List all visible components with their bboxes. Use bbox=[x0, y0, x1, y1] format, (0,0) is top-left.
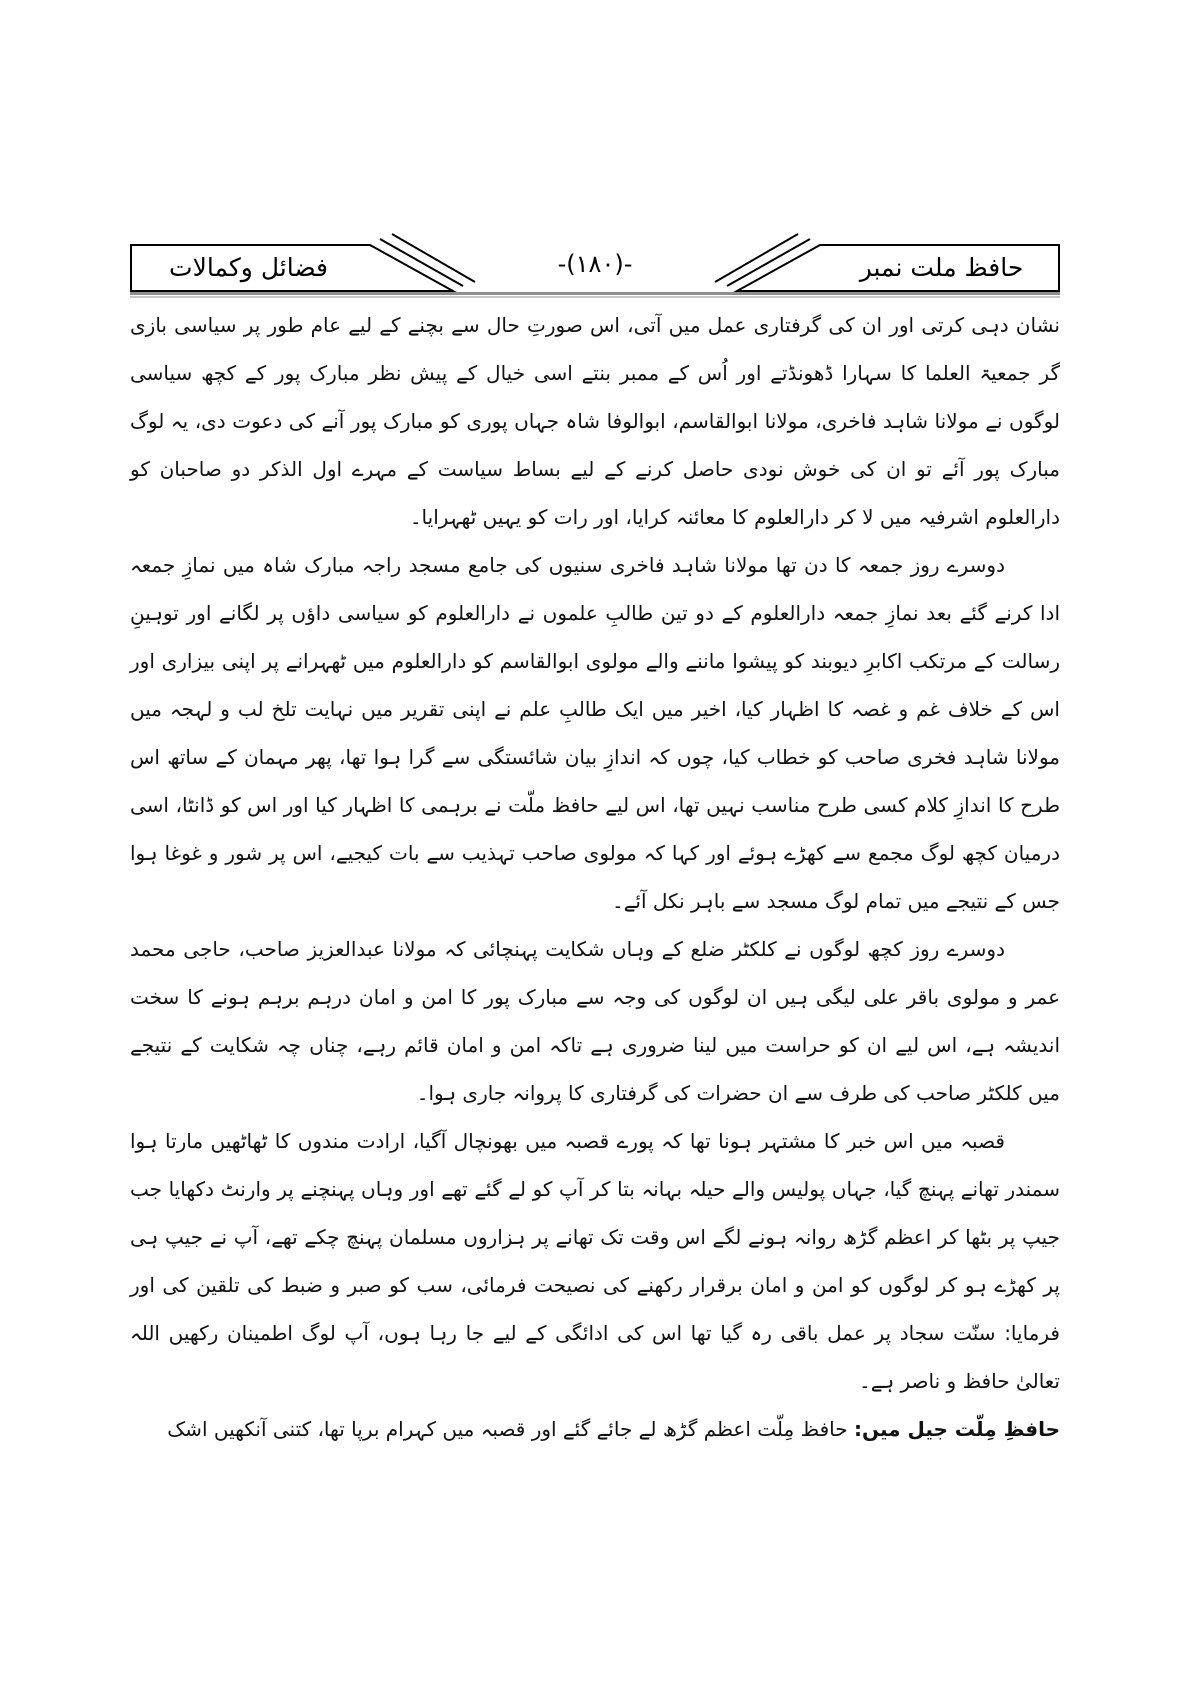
body-text bbox=[130, 301, 1060, 1453]
header-rule-light-line bbox=[130, 296, 1060, 298]
paragraph-5-text: حافظ مِلّت اعظم گڑھ لے جائے گئے اور قصبہ میں کہرام برپا تھا، کتنی آنکھیں اشک bbox=[167, 1417, 848, 1441]
page-number: -(۱۸۰)- bbox=[557, 250, 633, 278]
paragraph-3: دوسرے روز کچھ لوگوں نے کلکٹر ضلع کے وہاں شکایت پہنچائی کہ مولانا عبدالعزیز صاحب، حاجی محمد عمر و مولوی باقر علی لیگی ہیں ان لوگوں کی وجہ سے مبارک پور کا امن و امان درہم برہم ہونے کا سخت اندیشہ ہے، اس لیے ان کو حراست میں لینا ضروری ہے تاکہ امن و امان قائم رہے، چناں چہ شکایت کے نتیجے میں کلکٹر صاحب کی طرف سے ان حضرات کی گرفتاری کا پروانہ جاری ہوا۔ bbox=[130, 937, 1060, 1105]
header-tab-left-label: فضائل وکمالات bbox=[169, 253, 328, 282]
section-heading: حافظِ مِلّت جیل میں: bbox=[853, 1417, 1060, 1441]
paragraph-1: نشان دہی کرتی اور ان کی گرفتاری عمل میں آتی، اس صورتِ حال سے بچنے کے لیے عام طور پر سیاسی بازی گر جمعیۃ العلما کا سہارا ڈھونڈتے اور اُس کے ممبر بنتے اسی خیال کے پیش نظر مبارک پور کے کچھ سیاسی لوگوں نے مولانا شاہد فاخری، مولانا ابوالقاسم، ابوالوفا شاہ جہاں پوری کو مبارک پور آنے کی دعوت دی، یہ لوگ مبارک پور آئے تو ان کی خوش نودی حاصل کرنے کے لیے بساط سیاست کے مہرے اول الذکر دو صاحبان کو دارالعلوم اشرفیہ میں لا کر دارالعلوم کا معائنہ کرایا، اور رات کو یہیں ٹھہرایا۔ bbox=[130, 313, 1060, 529]
paragraph-4: قصبہ میں اس خبر کا مشتہر ہونا تھا کہ پورے قصبہ میں بھونچال آگیا، ارادت مندوں کا ٹھاٹھیں مارتا ہوا سمندر تھانے پہنچ گیا، جہاں پولیس والے حیلہ بہانہ بتا کر آپ کو لے گئے تھے اور وہاں پہنچنے پر وارنٹ دکھایا جب جیپ پر بٹھا کر اعظم گڑھ روانہ ہونے لگے اس وقت تک تھانے پر ہزاروں مسلمان پہنچ چکے تھے، آپ نے جیپ ہی پر کھڑے ہو کر لوگوں کو امن و امان برقرار رکھنے کی نصیحت فرمائی، سب کو صبر و ضبط کی تلقین کی اور فرمایا: سنّت سجاد پر عمل باقی رہ گیا تھا اس کی ادائگی کے لیے جا رہا ہوں، آپ لوگ اطمینان رکھیں اللہ تعالیٰ حافظ و ناصر ہے۔ bbox=[130, 1129, 1060, 1393]
header-rule bbox=[130, 292, 1060, 298]
paragraph-2: دوسرے روز جمعہ کا دن تھا مولانا شاہد فاخری سنیوں کی جامع مسجد راجہ مبارک شاہ میں نمازِ جمعہ ادا کرنے گئے بعد نمازِ جمعہ دارالعلوم کے دو تین طالبِ علموں نے دارالعلوم کو سیاسی داؤں پر لگانے اور توہینِ رسالت کے مرتکب اکابرِ دیوبند کو پیشوا ماننے والے مولوی ابوالقاسم کو دارالعلوم میں ٹھہرانے پر اپنی بیزاری اور اس کے خلاف غم و غصہ کا اظہار کیا، اخیر میں ایک طالبِ علم نے اپنی تقریر میں نہایت تلخ لب و لہجہ میں مولانا شاہد فخری صاحب کو خطاب کیا، چوں کہ اندازِ بیان شائستگی سے گرا ہوا تھا، پھر مہمان کے ساتھ اس طرح کا اندازِ کلام کسی طرح مناسب نہیں تھا، اس لیے حافظ ملّت نے برہمی کا اظہار کیا اور اس کو ڈانٹا، اسی درمیان کچھ لوگ مجمع سے کھڑے ہوئے اور کہا کہ مولوی صاحب تہذیب سے بات کیجیے، اس پر شور و غوغا ہوا جس کے نتیجے میں تمام لوگ مسجد سے باہر نکل آئے۔ bbox=[130, 553, 1060, 913]
header-tab-right-label: حافظ ملت نمبر bbox=[859, 253, 1024, 282]
header-rule-dark-line bbox=[130, 292, 1060, 295]
paragraph-5 bbox=[130, 1405, 1060, 1453]
page-header bbox=[130, 240, 1060, 300]
